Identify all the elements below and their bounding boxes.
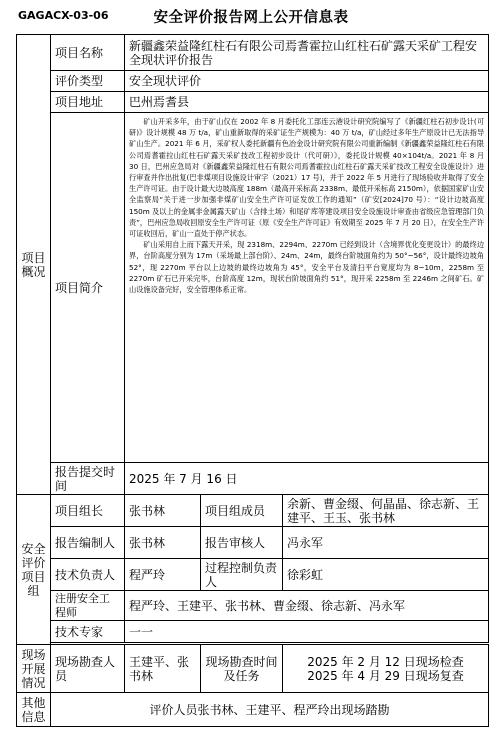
surveyor-value: 王建平、张书林 — [125, 645, 201, 693]
members-value: 余新、曹金缀、何晶晶、徐志新、王建平、王玉、张书林 — [283, 495, 489, 527]
members-label: 项目组成员 — [201, 495, 283, 527]
row-submit-time — [17, 463, 489, 495]
leader-value: 张书林 — [125, 495, 201, 527]
row-project-name — [17, 35, 489, 71]
reviewer-label: 报告审核人 — [201, 527, 283, 559]
intro-value — [125, 113, 489, 463]
row-writer — [17, 527, 489, 559]
row-intro — [17, 113, 489, 463]
site-time-line-1: 2025 年 2 月 12 日现场检查 — [307, 654, 464, 669]
expert-value: 一一 — [125, 621, 489, 643]
writer-label: 报告编制人 — [51, 527, 125, 559]
document-code: GAGACX-03-06 — [18, 9, 109, 22]
page-header — [0, 0, 502, 34]
eval-type-value: 安全现状评价 — [125, 71, 489, 92]
row-tech — [17, 559, 489, 591]
engineers-label: 注册安全工程师 — [51, 591, 125, 621]
intro-paragraph-2: 矿山采用自上而下露天开采，现 2318m、2294m、2270m 已经到设计（含境界优化变更设计）的最终边界，台阶高度分别为 17m（采场最上部台阶）、24m、24m，最终台阶坡面角约为 50°~56°，设计最终边坡角 52°，现 2270m 平台以上边坡的最终边坡角为 45°，安全平台及清扫平台宽度均为 8~10m，2258m 至 2270m 矿石已开采完毕，台阶高度 12m，现状台阶坡面角约 51°，现开采 2258m 至 2246m 之间矿石。矿山设施设备完好，安全管理体系正常。 — [129, 240, 485, 295]
address-value: 巴州焉耆县 — [125, 92, 489, 113]
site-time-label: 现场勘查时间及任务 — [201, 645, 283, 693]
site-time-line-2: 2025 年 4 月 29 日现场复查 — [307, 668, 464, 683]
site-time-value — [283, 645, 489, 693]
row-leader — [17, 495, 489, 527]
intro-label: 项目简介 — [51, 113, 125, 463]
submit-time-value: 2025 年 7 月 16 日 — [125, 463, 489, 495]
row-expert — [17, 621, 489, 643]
process-label: 过程控制负责人 — [201, 559, 283, 591]
row-other — [17, 693, 489, 727]
document-title: 安全评价报告网上公开信息表 — [153, 10, 349, 26]
engineers-value: 程严玲、王建平、张书林、曹金缀、徐志新、冯永军 — [125, 591, 489, 621]
reviewer-value: 冯永军 — [283, 527, 489, 559]
address-label: 项目地址 — [51, 92, 125, 113]
leader-label: 项目组长 — [51, 495, 125, 527]
process-value: 徐彩虹 — [283, 559, 489, 591]
writer-value: 张书林 — [125, 527, 201, 559]
info-table — [16, 34, 489, 727]
site-group-label: 现场开展情况 — [17, 645, 51, 693]
other-value: 评价人员张书林、王建平、程严玲出现场踏勘 — [51, 693, 489, 727]
surveyor-label: 现场勘查人员 — [51, 645, 125, 693]
project-name-value: 新疆鑫荣益隆红柱石有限公司焉耆霍拉山红柱石矿露天采矿工程安全现状评价报告 — [125, 35, 489, 71]
tech-label: 技术负责人 — [51, 559, 125, 591]
row-engineers — [17, 591, 489, 621]
project-name-label: 项目名称 — [51, 35, 125, 71]
submit-time-label: 报告提交时间 — [51, 463, 125, 495]
intro-paragraph-1: 矿山开采多年，由于矿山仅在 2002 年 8 月委托化工部连云港设计研究院编写了《新疆红柱石初步设计(可研)》设计规模 48 万 t/a，矿山重新取得的采矿证生产规模为：40 万 t/a，矿山经过多年生产原设计已无法指导矿山生产。2021 年 6 月，采矿权人委托新疆有色冶金设计研究院有限公司重新编制《新疆鑫荣益隆红柱石有限公司焉耆霍拉山红柱石矿露天采矿技改工程初步设计（代可研）》，委托设计规模 40×104t/a。2021 年 8 月 30 日，巴州应急局对《新疆鑫荣益隆红柱石有限公司焉耆霍拉山红柱石矿露天采矿技改工程安全设施设计》进行审查并作出批复(巴非煤项目设施设计审字（2021）17 号)，并于 2022 年 5 月进行了现场验收并取得了安全生产许可证。由于设计最大边坡高度 188m（最高开采标高 2338m、最低开采标高 2150m），依据国家矿山安全监察局“关于进一步加强非煤矿山安全生产许可证发放工作的通知”（矿安[2024]70 号）：“设计边坡高度 150m 及以上的金属非金属露天矿山（含排土场）和尾矿库等建设项目安全设施设计审查由省级应急管理部门负责”，巴州应急局收回原安全生产许可证（原《安全生产许可证》有效期至 2025 年 7 月 20 日），在安全生产许可证收回后，矿山一直处于停产状态。 — [129, 117, 485, 239]
expert-label: 技术专家 — [51, 621, 125, 643]
row-address — [17, 92, 489, 113]
team-group-label: 安全评价项目组 — [17, 495, 51, 645]
row-eval-type — [17, 71, 489, 92]
eval-type-label: 评价类型 — [51, 71, 125, 92]
row-site — [17, 645, 489, 693]
overview-group-label: 项目概况 — [17, 35, 51, 495]
tech-value: 程严玲 — [125, 559, 201, 591]
other-label: 其他信息 — [17, 693, 51, 727]
